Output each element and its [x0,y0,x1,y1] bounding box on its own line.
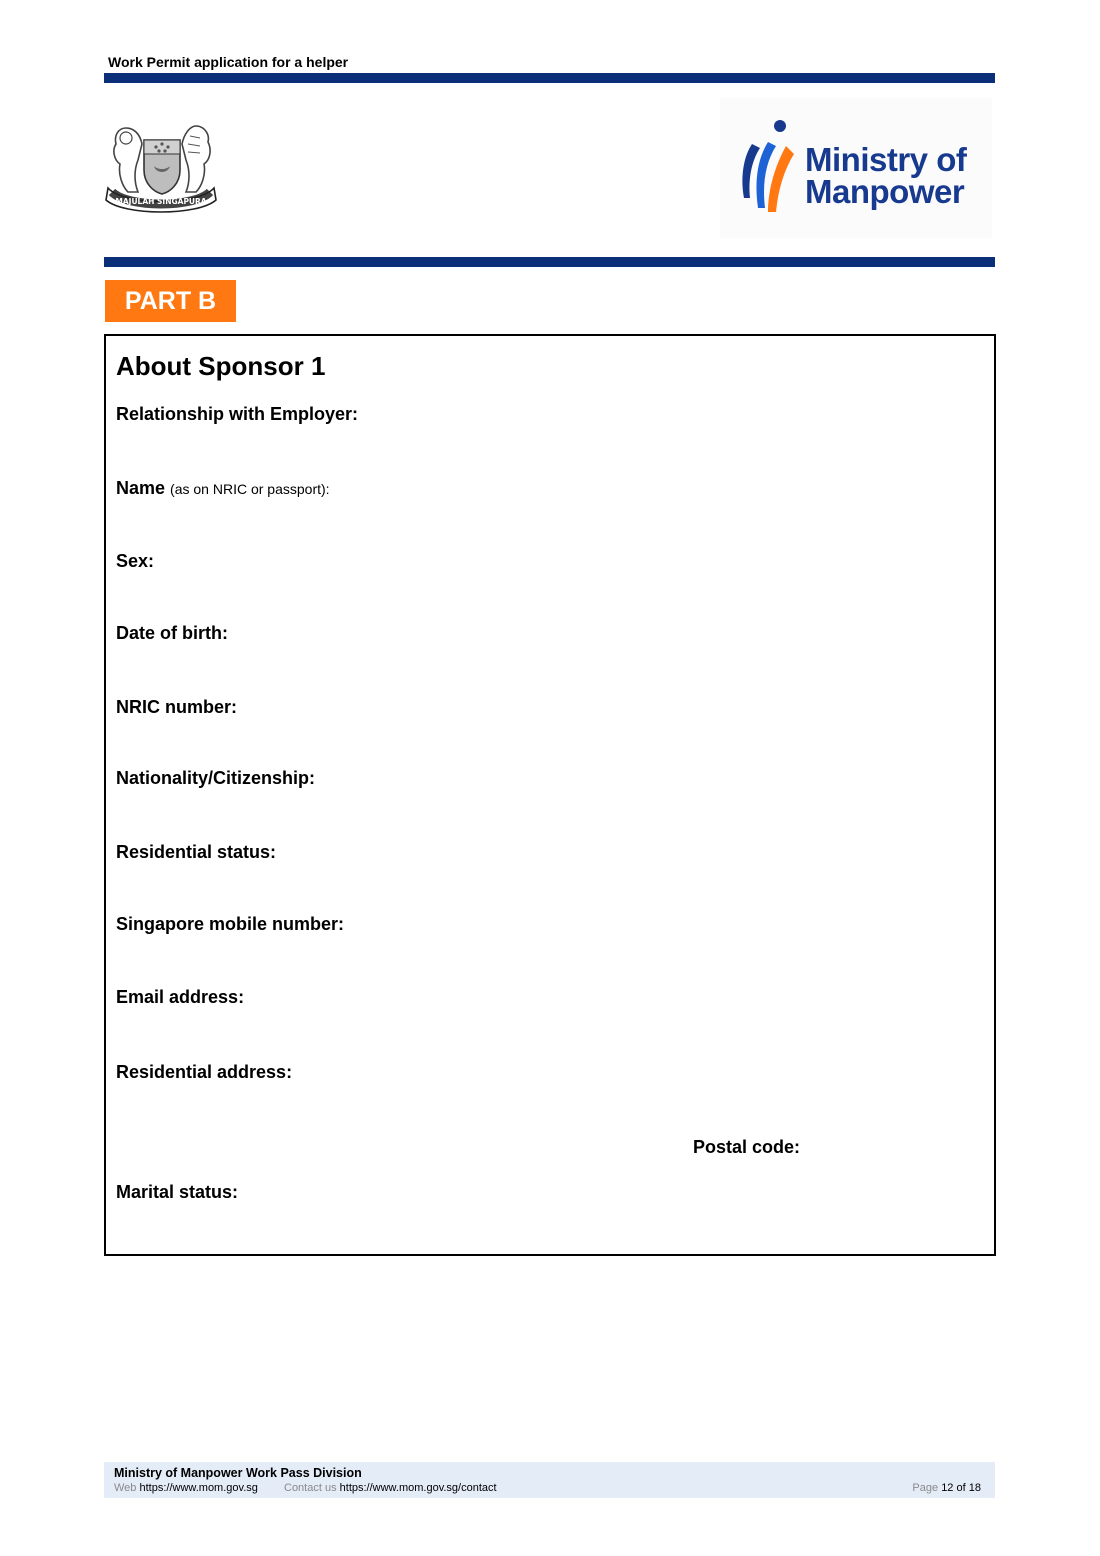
page-total: 18 [968,1482,981,1494]
footer-web-link[interactable]: https://www.mom.gov.sg [139,1482,258,1494]
field-dob-label: Date of birth: [116,623,228,643]
field-marital-status-label: Marital status: [116,1182,239,1202]
field-residential-status-label: Residential status: [116,842,277,862]
ministry-of-manpower-logo [720,98,992,238]
section-title: About Sponsor 1 [116,351,326,381]
document-title: Work Permit application for a helper [108,54,349,70]
field-sex-label: Sex: [116,551,155,571]
footer-contact-link[interactable]: https://www.mom.gov.sg/contact [339,1482,497,1494]
singapore-crest-logo [104,114,218,216]
field-relationship-label: Relationship with Employer: [116,404,359,424]
field-mobile-label: Singapore mobile number: [116,914,345,934]
field-name-text: Name [116,478,166,498]
part-badge: PART B [105,280,236,322]
field-address-label: Residential address: [116,1062,293,1082]
mom-mark-icon [738,116,798,216]
page-of: of [956,1482,966,1494]
page-current: 12 [941,1482,954,1494]
footer-page-number [912,1482,981,1494]
ministry-wordmark-line2: Manpower [805,173,965,210]
field-name-label [116,478,330,499]
footer-contact-label: Contact us [284,1482,337,1494]
footer-links [114,1482,497,1494]
header-rule [104,73,995,83]
field-postal-code-label: Postal code: [693,1137,801,1157]
field-email-label: Email address: [116,987,245,1007]
ministry-wordmark-line1: Ministry of [805,141,967,178]
footer-web-label: Web [114,1482,137,1494]
field-name-note: (as on NRIC or passport): [170,481,330,497]
page-label: Page [912,1482,939,1494]
field-nationality-label: Nationality/Citizenship: [116,768,316,788]
sponsor-form-box [104,334,996,1256]
footer-organization: Ministry of Manpower Work Pass Division [114,1466,362,1480]
section-rule [104,257,995,267]
page-footer [104,1462,995,1498]
crest-motto: MAJULAH SINGAPURA [115,197,207,206]
field-nric-label: NRIC number: [116,697,237,717]
